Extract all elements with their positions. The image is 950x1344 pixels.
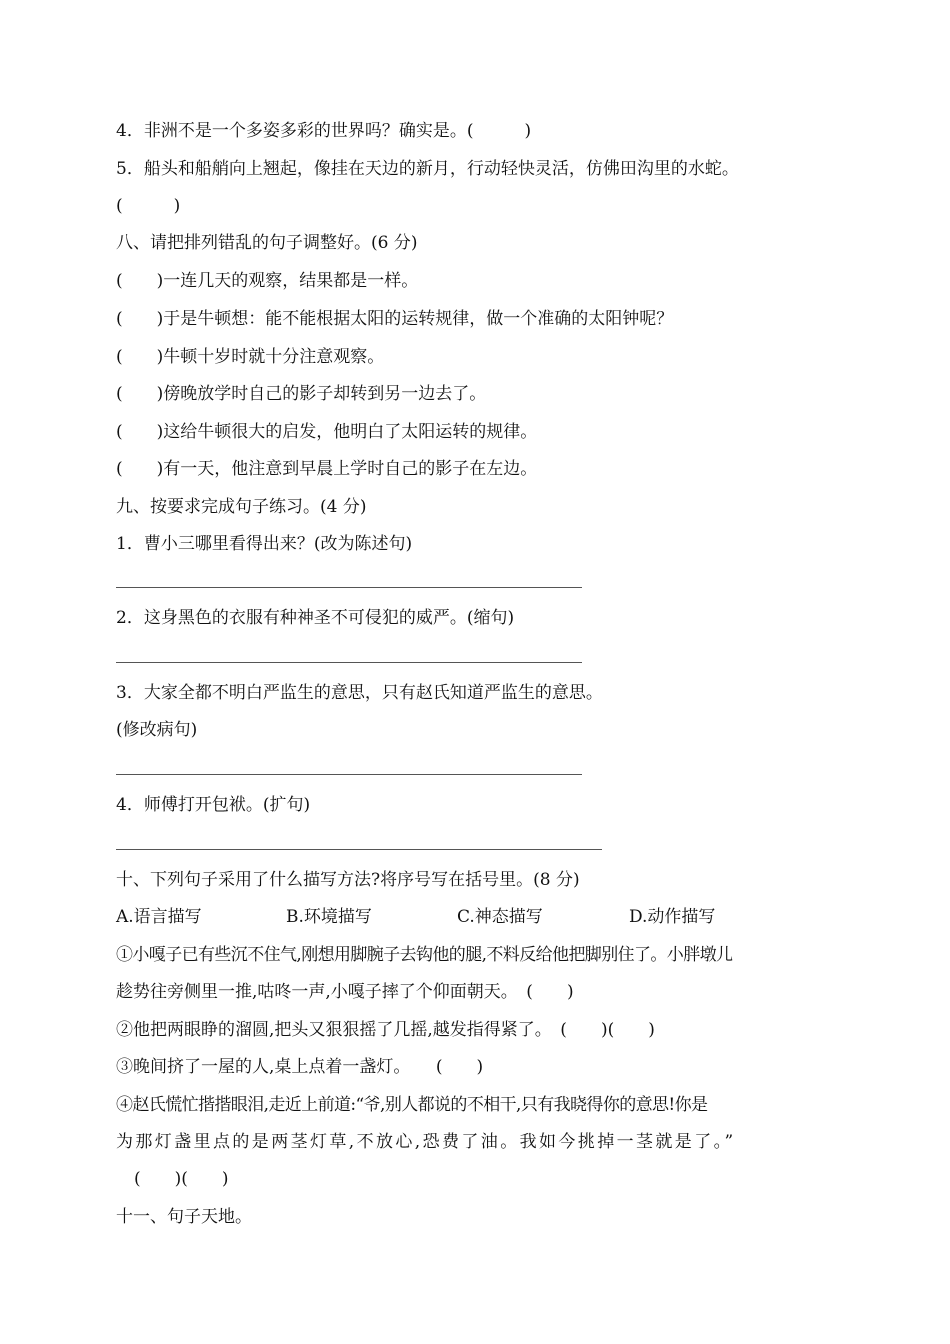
q8-sentence-4: ( )傍晚放学时自己的影子却转到另一边去了。 [116,384,487,404]
q9-item3-answer-line[interactable] [116,774,582,775]
q8-sentence-5: ( )这给牛顿很大的启发，他明白了太阳运转的规律。 [116,422,538,442]
option-c: C.神态描写 [457,907,543,927]
q10-sentence-4-answer-paren: ( )( ) [134,1169,229,1189]
section-10-title: 十、下列句子采用了什么描写方法?将序号写在括号里。(8 分) [116,870,580,890]
option-a: A.语言描写 [116,907,202,927]
option-d: D.动作描写 [629,907,716,927]
section-8-title: 八、请把排列错乱的句子调整好。(6 分) [116,233,418,253]
q10-sentence-1-line-2: 趁势往旁侧里一推,咕咚一声,小嘎子摔了个仰面朝天。 ( ) [116,982,574,1002]
q8-sentence-2: ( )于是牛顿想：能不能根据太阳的运转规律，做一个准确的太阳钟呢？ [116,309,674,329]
q7-item5-answer-paren: ( ) [116,196,181,216]
q9-item2-answer-line[interactable] [116,662,582,663]
q10-sentence-4-line-1: ④赵氏慌忙揩揩眼泪,走近上前道:“爷,别人都说的不相干,只有我晓得你的意思!你是 [116,1095,708,1115]
q10-sentence-3: ③晚间挤了一屋的人,桌上点着一盏灯。 ( ) [116,1057,484,1077]
q9-item4: 4．师傅打开包袱。(扩句) [116,795,311,815]
q9-item4-answer-line[interactable] [116,849,602,850]
q7-item4: 4．非洲不是一个多姿多彩的世界吗？确实是。( ) [116,121,532,141]
q9-item1: 1．曹小三哪里看得出来？(改为陈述句) [116,534,413,554]
q8-sentence-1: ( )一连几天的观察，结果都是一样。 [116,271,419,291]
q9-item2: 2．这身黑色的衣服有种神圣不可侵犯的威严。(缩句) [116,608,515,628]
option-b: B.环境描写 [286,907,372,927]
q9-item3-note: (修改病句) [116,720,198,740]
q9-item3: 3．大家全都不明白严监生的意思，只有赵氏知道严监生的意思。 [116,683,603,703]
q10-sentence-2: ②他把两眼睁的溜圆,把头又狠狠摇了几摇,越发指得紧了。 ( )( ) [116,1020,655,1040]
q10-sentence-1-line-1: ①小嘎子已有些沉不住气,刚想用脚腕子去钩他的腿,不料反给他把脚别住了。小胖墩儿 [116,945,733,965]
section-9-title: 九、按要求完成句子练习。(4 分) [116,497,367,517]
q9-item1-answer-line[interactable] [116,587,582,588]
section-11-title: 十一、句子天地。 [116,1207,252,1227]
q10-sentence-4-line-2: 为那灯盏里点的是两茎灯草,不放心,恐费了油。我如今挑掉一茎就是了。” [116,1132,736,1152]
q8-sentence-3: ( )牛顿十岁时就十分注意观察。 [116,347,385,367]
q8-sentence-6: ( )有一天，他注意到早晨上学时自己的影子在左边。 [116,459,538,479]
q7-item5: 5．船头和船艄向上翘起，像挂在天边的新月，行动轻快灵活，仿佛田沟里的水蛇。 [116,159,739,179]
